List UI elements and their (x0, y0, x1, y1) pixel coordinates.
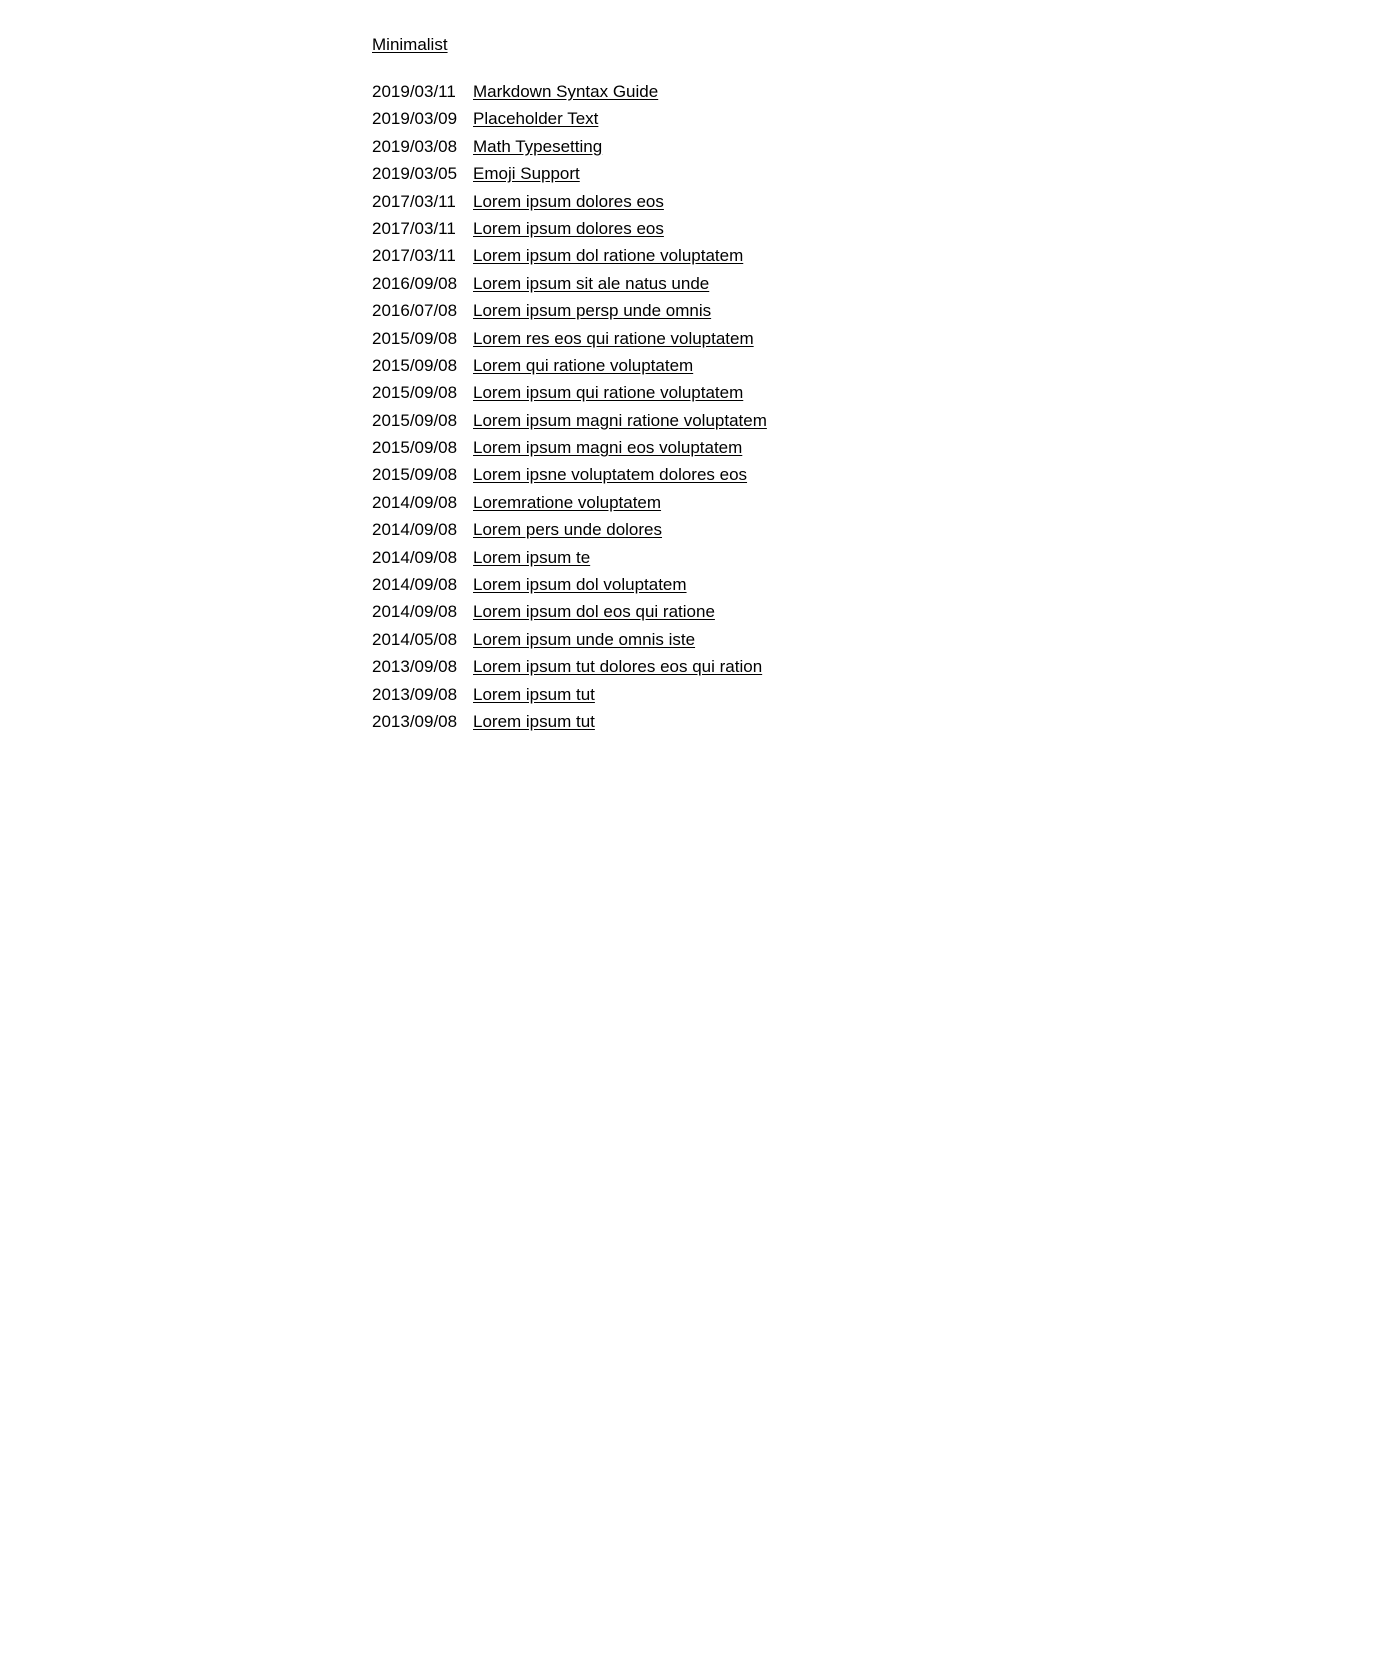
post-title-link[interactable]: Lorem ipsne voluptatem dolores eos (473, 465, 748, 485)
post-list-item (372, 325, 1072, 352)
post-date: 2019/03/08 (372, 136, 458, 156)
post-title-link[interactable]: Lorem ipsum qui ratione voluptatem (473, 383, 744, 403)
post-title-link[interactable]: Emoji Support (473, 164, 580, 184)
post-title-link[interactable]: Lorem ipsum dol voluptatem (473, 575, 687, 595)
post-date: 2014/09/08 (372, 492, 458, 512)
post-date: 2016/07/08 (372, 301, 458, 321)
post-date: 2014/09/08 (372, 575, 458, 595)
post-date: 2015/09/08 (372, 355, 458, 375)
post-title-link[interactable]: Lorem ipsum unde omnis iste (473, 629, 696, 649)
page-container (372, 34, 1072, 735)
post-title-link[interactable]: Loremratione voluptatem (473, 492, 662, 512)
post-list-item (372, 681, 1072, 708)
post-title-link[interactable]: Lorem res eos qui ratione voluptatem (473, 328, 754, 348)
post-list-item (372, 598, 1072, 625)
post-date: 2019/03/05 (372, 164, 458, 184)
post-title-link[interactable]: Lorem ipsum dol ratione voluptatem (473, 246, 744, 266)
post-date: 2019/03/09 (372, 109, 458, 129)
post-list-item (372, 78, 1072, 105)
post-list-item (372, 242, 1072, 269)
post-list-item (372, 571, 1072, 598)
post-date: 2015/09/08 (372, 465, 458, 485)
post-list-item (372, 708, 1072, 735)
post-title-link[interactable]: Placeholder Text (473, 109, 599, 129)
post-date: 2013/09/08 (372, 657, 458, 677)
post-date: 2013/09/08 (372, 684, 458, 704)
post-list-item (372, 516, 1072, 543)
post-list-item (372, 407, 1072, 434)
post-title-link[interactable]: Lorem pers unde dolores (473, 520, 663, 540)
post-title-link[interactable]: Lorem ipsum te (473, 547, 591, 567)
post-date: 2015/09/08 (372, 328, 458, 348)
post-date: 2014/09/08 (372, 602, 458, 622)
post-date: 2017/03/11 (372, 191, 456, 211)
post-title-link[interactable]: Lorem qui ratione voluptatem (473, 355, 694, 375)
post-title-link[interactable]: Lorem ipsum dol eos qui ratione (473, 602, 715, 622)
post-title-link[interactable]: Lorem ipsum tut dolores eos qui ration (473, 657, 763, 677)
post-date: 2015/09/08 (372, 383, 458, 403)
post-date: 2017/03/11 (372, 218, 456, 238)
post-title-link[interactable]: Lorem ipsum dolores eos (473, 218, 664, 238)
post-date: 2017/03/11 (372, 246, 456, 266)
post-title-link[interactable]: Lorem ipsum tut (473, 684, 595, 704)
post-title-link[interactable]: Lorem ipsum magni eos voluptatem (473, 438, 743, 458)
post-list (372, 78, 1072, 735)
post-list-item (372, 297, 1072, 324)
post-date: 2014/09/08 (372, 520, 458, 540)
post-list-item (372, 160, 1072, 187)
post-list-item (372, 215, 1072, 242)
post-list-item (372, 270, 1072, 297)
post-list-item (372, 461, 1072, 488)
post-title-link[interactable]: Lorem ipsum sit ale natus unde (473, 273, 710, 293)
post-title-link[interactable]: Lorem ipsum magni ratione voluptatem (473, 410, 767, 430)
post-list-item (372, 489, 1072, 516)
post-title-link[interactable]: Lorem ipsum persp unde omnis (473, 301, 712, 321)
post-date: 2015/09/08 (372, 410, 458, 430)
post-date: 2014/05/08 (372, 629, 458, 649)
post-list-item (372, 434, 1072, 461)
post-list-item (372, 188, 1072, 215)
site-title-link[interactable]: Minimalist (372, 35, 448, 54)
post-date: 2016/09/08 (372, 273, 458, 293)
post-list-item (372, 379, 1072, 406)
post-title-link[interactable]: Lorem ipsum dolores eos (473, 191, 664, 211)
post-list-item (372, 352, 1072, 379)
post-date: 2013/09/08 (372, 711, 458, 731)
post-date: 2015/09/08 (372, 438, 458, 458)
post-list-item (372, 133, 1072, 160)
post-date: 2019/03/11 (372, 82, 456, 101)
post-title-link[interactable]: Markdown Syntax Guide (473, 82, 659, 101)
post-title-link[interactable]: Math Typesetting (473, 136, 603, 156)
post-list-item (372, 626, 1072, 653)
post-title-link[interactable]: Lorem ipsum tut (473, 711, 595, 731)
post-date: 2014/09/08 (372, 547, 458, 567)
post-list-item (372, 105, 1072, 132)
post-list-item (372, 653, 1072, 680)
post-list-item (372, 544, 1072, 571)
